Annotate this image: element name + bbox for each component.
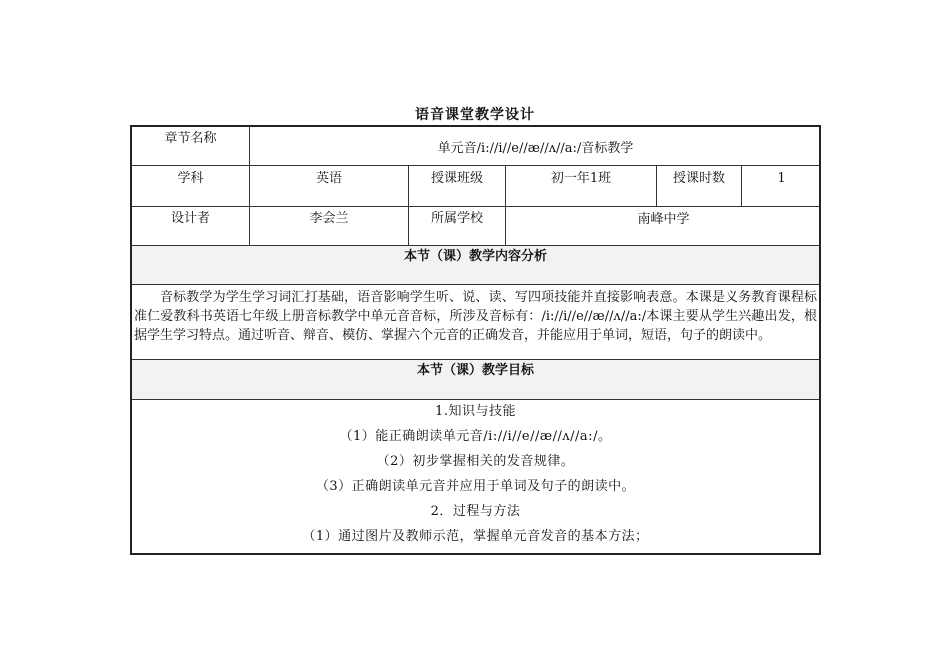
analysis-heading: 本节（课）教学内容分析 (132, 246, 819, 284)
objective-line: （1）能正确朗读单元音/i://i//e//æ//ʌ//a:/。 (339, 429, 612, 444)
class-label: 授课班级 (430, 171, 483, 186)
designer-label: 设计者 (170, 211, 210, 226)
chapter-label: 章节名称 (164, 131, 217, 146)
row-divider (132, 165, 819, 166)
hours-value: 1 (777, 171, 786, 186)
objective-line: （2）初步掌握相关的发音规律。 (376, 454, 575, 469)
hours-label: 授课时数 (672, 171, 725, 186)
school-value: 南峰中学 (637, 212, 690, 227)
chapter-value: 单元音/i://i//e//æ//ʌ//a:/音标教学 (437, 141, 634, 156)
objective-line: （3）正确朗读单元音并应用于单词及句子的朗读中。 (315, 479, 636, 494)
objective-line: 2．过程与方法 (430, 504, 521, 519)
document-title: 语音课堂教学设计 (415, 107, 535, 123)
row-divider (132, 206, 819, 207)
designer-value: 李会兰 (309, 211, 349, 226)
row-divider (132, 284, 819, 285)
subject-label: 学科 (177, 171, 204, 186)
class-value: 初一年1班 (550, 171, 612, 186)
analysis-text: 音标教学为学生学习词汇打基础，语音影响学生听、说、读、写四项技能并直接影响表意。本课是义务教育课程标准仁爱教科书英语七年级上册音标教学中单元音音标，所涉及音标有：/i://i//e//æ//ʌ//a:/本课主要从学生兴趣出发，根据学生学习特点。通过听音、辩音、模仿、掌握六个元音的正确发音，并能应用于单词，短语，句子的朗读中。 (134, 290, 817, 343)
subject-value: 英语 (315, 171, 342, 186)
objective-line: 1.知识与技能 (435, 404, 516, 419)
objective-line: （1）通过图片及教师示范，掌握单元音发音的基本方法； (302, 529, 649, 544)
objectives-list (132, 400, 819, 555)
lesson-plan-table (130, 125, 821, 555)
school-label: 所属学校 (430, 211, 483, 226)
objectives-heading: 本节（课）教学目标 (132, 360, 819, 399)
